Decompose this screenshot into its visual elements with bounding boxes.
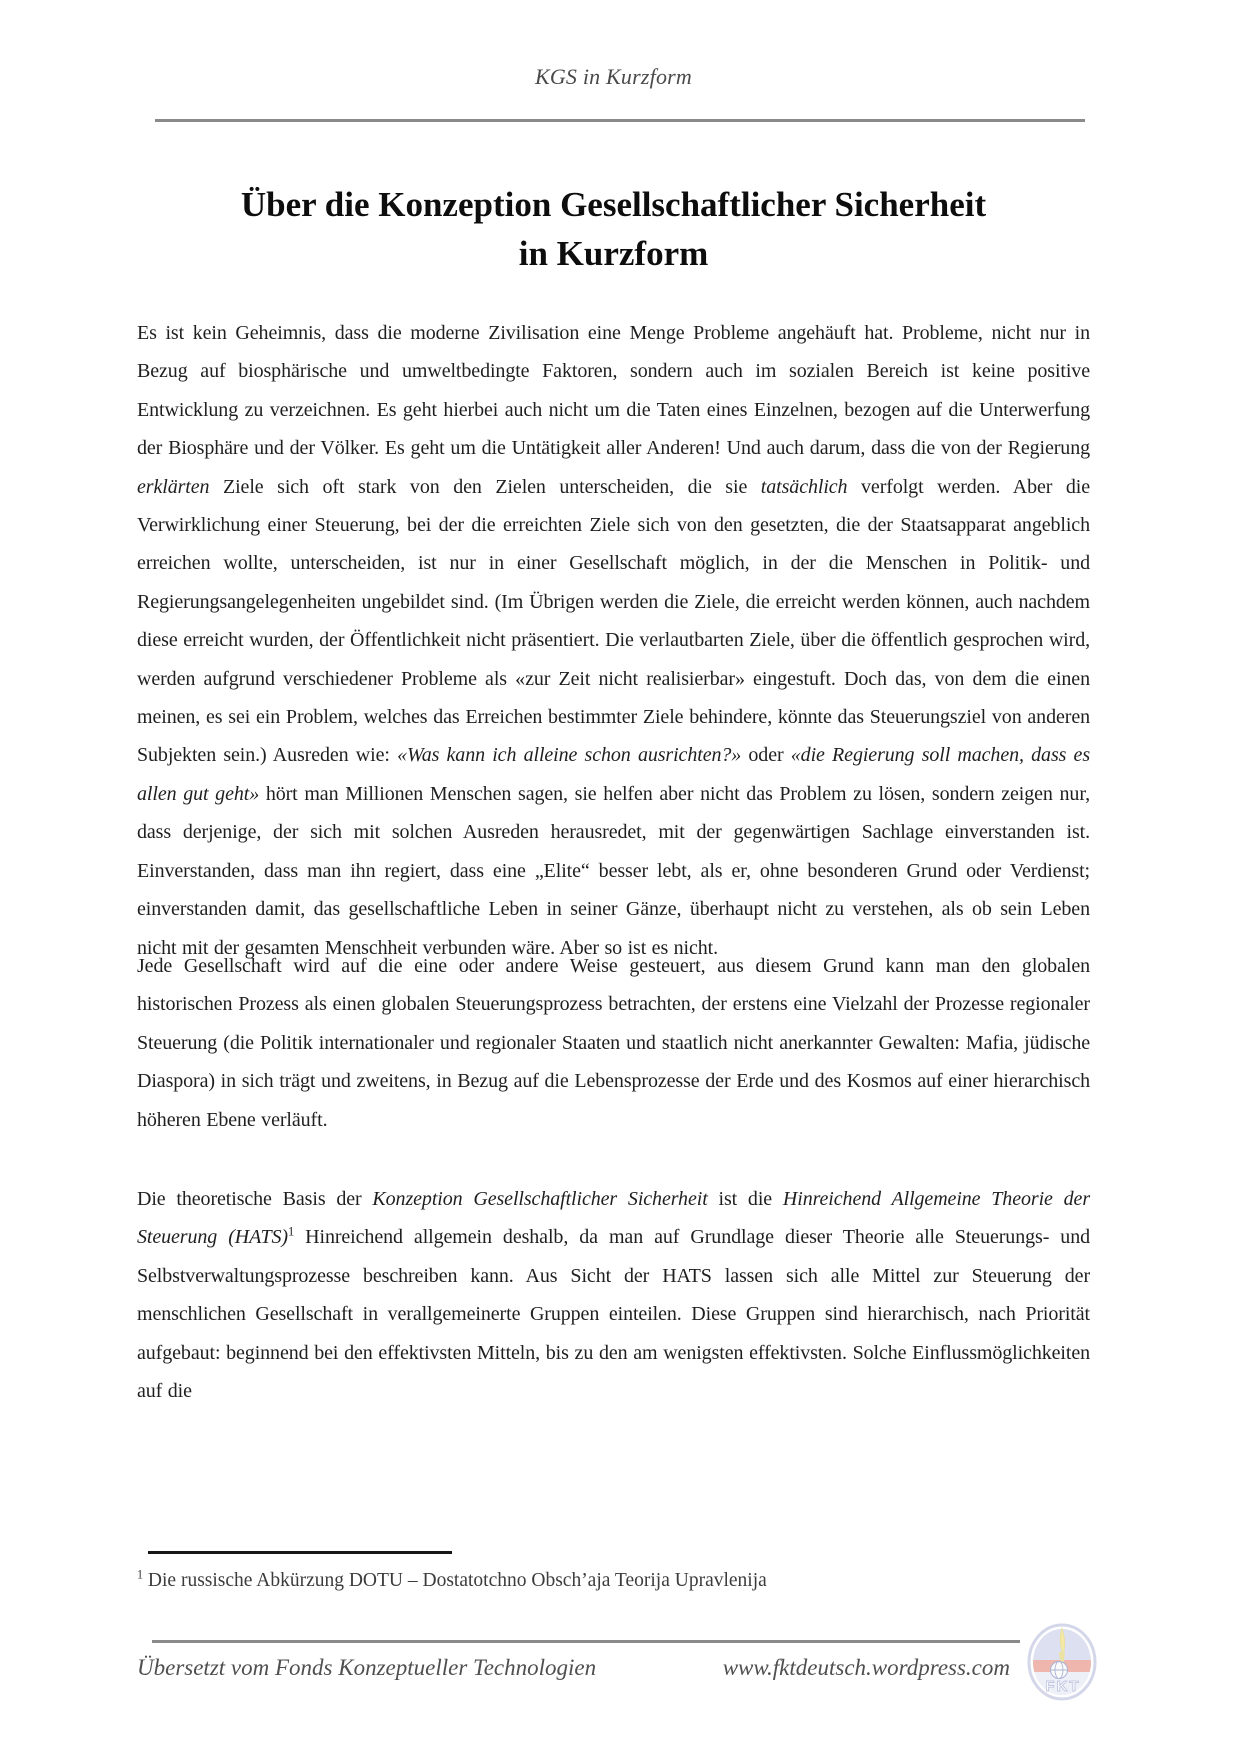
footnote-text: Die russische Abkürzung DOTU – Dostatotchno Obsch’aja Teorija Upravlenija — [143, 1570, 767, 1591]
fkt-logo — [1026, 1623, 1098, 1701]
body-paragraph-2: Jede Gesellschaft wird auf die eine oder andere Weise gesteuert, aus diesem Grund kann man den globalen historischen Prozess als einen globalen Steuerungsprozess betrachten, der erstens eine Vielzahl der Prozesse regionaler Steuerung (die Politik internationaler und regionaler Staaten und staatlich nicht anerkannter Gewalten: Mafia, jüdische Diaspora) in sich trägt und zweitens, in Bezug auf die Lebensprozesse der Erde und des Kosmos auf einer hierarchisch höheren Ebene verläuft. — [137, 955, 1090, 1131]
running-header-title: KGS in Kurzform — [534, 64, 693, 89]
footer-translator-credit: Übersetzt vom Fonds Konzeptueller Technologien — [137, 1655, 597, 1680]
footer-rule — [152, 1640, 1020, 1643]
logo-globe-icon — [1051, 1662, 1068, 1679]
page-title — [137, 180, 1090, 278]
header-rule — [155, 119, 1085, 122]
body-paragraph-3: Die theoretische Basis der Konzeption Gesellschaftlicher Sicherheit ist die Hinreichend Allgemeine Theorie der Steuerung (HATS)$^1$ Hinreichend allgemein deshalb, da man auf Grundlage dieser Theorie alle Steuerungs- und Selbstverwaltungsprozesse beschreiben kann. Aus Sicht der HATS lassen sich alle Mittel zur Steuerung der menschlichen Gesellschaft in verallgemeinerte Gruppen einteilen. Diese Gruppen sind hierarchisch, nach Priorität aufgebaut: beginnend bei den effektivsten Mitteln, bis zu den am wenigsten effektivsten. Solche Einflussmöglichkeiten auf die — [137, 1188, 1090, 1403]
footnote-separator — [148, 1551, 452, 1554]
footer-website-link[interactable]: www.fktdeutsch.wordpress.com — [722, 1655, 1010, 1680]
logo-fkt-label: FKT — [1045, 1678, 1081, 1695]
footnote-marker: 1 — [137, 1567, 144, 1582]
body-paragraph-1: Es ist kein Geheimnis, dass die moderne Zivilisation eine Menge Probleme angehäuft hat. Probleme, nicht nur in Bezug auf biosphärische und umweltbedingte Faktoren, sondern auch im sozialen Bereich ist keine positive Entwicklung zu verzeichnen. Es geht hierbei auch nicht um die Taten eines Einzelnen, bezogen auf die Unterwerfung der Biosphäre und der Völker. Es geht um die Untätigkeit aller Anderen! Und auch darum, dass die von der Regierung erklärten Ziele sich oft stark von den Zielen unterscheiden, die sie tatsächlich verfolgt werden. Aber die Verwirklichung einer Steuerung, bei der die erreichten Ziele sich von den gesetzten, die der Staatsapparat angeblich erreichen wollte, unterscheiden, ist nur in einer Gesellschaft möglich, in der die Menschen in Politik- und Regierungsangelegenheiten ungebildet sind. (Im Übrigen werden die Ziele, die erreicht werden können, auch nachdem diese erreicht wurden, der Öffentlichkeit nicht präsentiert. Die verlautbarten Ziele, über die öffentlich gesprochen wird, werden aufgrund verschiedener Probleme als «zur Zeit nicht realisierbar» eingestuft. Doch das, von dem die einen meinen, es sei ein Problem, welches das Erreichen bestimmter Ziele behindere, könnte das Steuerungsziel von anderen Subjekten sein.) Ausreden wie: «Was kann ich alleine schon ausrichten?» oder «die Regierung soll machen, dass es allen gut geht» hört man Millionen Menschen sagen, sie helfen aber nicht das Problem zu lösen, sondern zeigen nur, dass derjenige, der sich mit solchen Ausreden herausredet, mit der gegenwärtigen Sachlage einverstanden ist. Einverstanden, dass man ihn regiert, dass eine „Elite“ besser lebt, als er, ohne besonderen Grund oder Verdienst; einverstanden damit, das gesellschaftliche Leben in seiner Gänze, überhaupt nicht zu verstehen, als ob sein Leben nicht mit der gesamten Menschheit verbunden wäre. Aber so ist es nicht. — [137, 322, 1091, 959]
page-title-line-2: in Kurzform — [518, 234, 709, 273]
page-title-line-1: Über die Konzeption Gesellschaftlicher Sicherheit — [240, 185, 987, 224]
footnote — [137, 1567, 1090, 1595]
